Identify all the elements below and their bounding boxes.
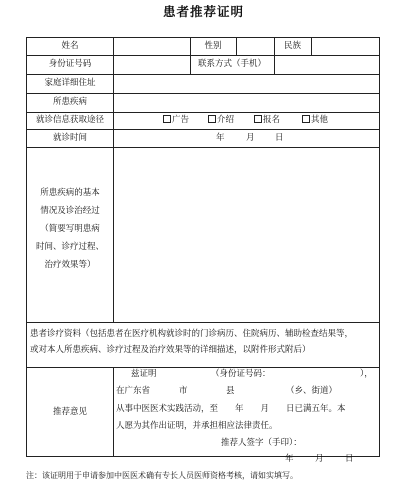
disease-basics-field[interactable] [116, 150, 376, 318]
option-other[interactable]: 其他 [302, 115, 328, 126]
page-title: 患者推荐证明 [162, 4, 244, 19]
address-label: 家庭详细住址 [44, 78, 96, 88]
id-number-prompt: （身份证号码： [211, 369, 271, 379]
ethnicity-label: 民族 [283, 41, 301, 51]
name-field[interactable] [116, 41, 188, 52]
practice-statement: 从事中医医术实践活动，至 年 月 日已满五年。本 [116, 404, 346, 414]
recommendation-form-table [26, 37, 380, 464]
sign-year-unit: 年 [285, 454, 294, 464]
certify-text: 兹证明 [131, 369, 157, 379]
gender-field[interactable] [238, 41, 272, 52]
records-description: 患者诊疗资料（包括患者在医疗机构就诊时的门诊病历、住院病历、辅助检查结果等， 或对本人所患疾病、诊疗过程及治疗效果等的详细描述，以附件形式附后） [30, 329, 354, 355]
visit-day-unit: 日 [275, 133, 284, 143]
city-unit: 市 [179, 386, 188, 396]
county-unit: 县 [226, 386, 235, 396]
liability-statement: 人愿为其作出证明，并承担相应法律责任。 [116, 421, 278, 431]
id-number-field[interactable] [116, 59, 188, 70]
option-signup[interactable]: 报名 [254, 115, 280, 126]
address-field[interactable] [116, 78, 376, 89]
disease-basics-label: 所患疾病的基本 情况及诊治经过 （简要写明患病 时间、诊疗过程、 治疗效果等） [35, 188, 104, 270]
ethnicity-field[interactable] [313, 41, 377, 52]
checkbox-icon [163, 115, 171, 123]
checkbox-icon [208, 115, 216, 123]
checkbox-icon [254, 115, 262, 123]
disease-field[interactable] [116, 97, 376, 108]
signature-label: 推荐人签字（手印）： [221, 438, 302, 448]
name-label: 姓名 [61, 41, 79, 51]
option-advertisement[interactable]: 广告 [163, 115, 189, 126]
visit-month-unit: 月 [246, 133, 255, 143]
recommendation-label: 推荐意见 [52, 407, 87, 417]
option-referral[interactable]: 介绍 [208, 115, 234, 126]
disease-label: 所患疾病 [52, 97, 87, 107]
township-unit: （乡、街道） [286, 386, 338, 396]
info-source-label: 就诊信息获取途径 [35, 115, 104, 125]
signature-field[interactable] [307, 438, 373, 449]
id-number-close: ）， [360, 369, 373, 379]
visit-time-label: 就诊时间 [52, 133, 87, 143]
contact-field[interactable] [276, 59, 377, 70]
checkbox-icon [302, 115, 310, 123]
province-text: 在广东省 [116, 386, 151, 396]
footnote: 注：该证明用于申请参加中医医术确有专长人员医师资格考核，请如实填写。 [26, 471, 298, 480]
gender-label: 性别 [204, 41, 222, 51]
contact-label: 联系方式（手机） [197, 59, 266, 69]
sign-day-unit: 日 [345, 454, 354, 464]
id-number-label: 身份证号码 [48, 59, 92, 69]
visit-year-unit: 年 [216, 133, 225, 143]
sign-month-unit: 月 [315, 454, 324, 464]
